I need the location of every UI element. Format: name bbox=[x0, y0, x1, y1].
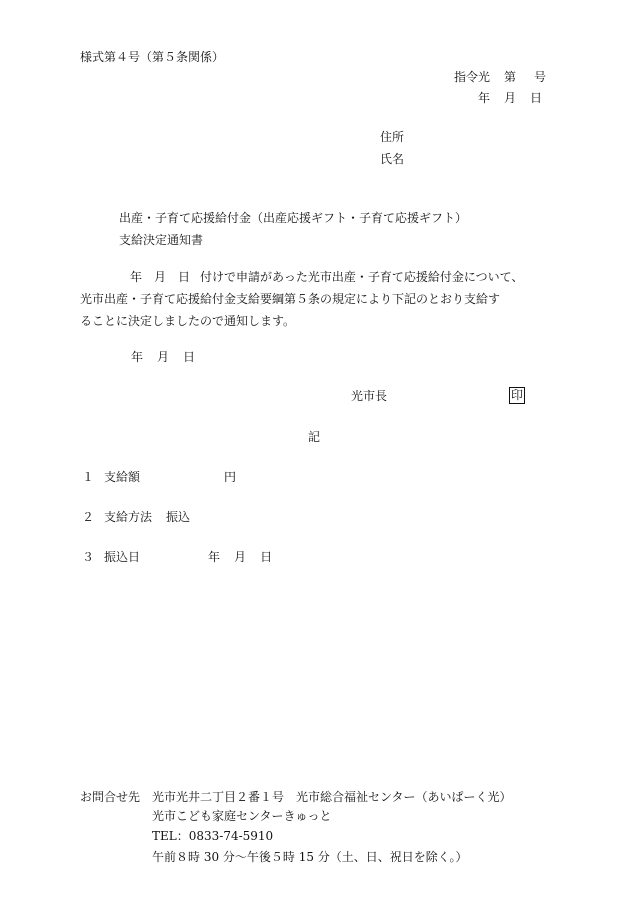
decision-date-day: 日 bbox=[183, 350, 196, 364]
issue-date-year: 年 bbox=[478, 91, 491, 105]
contact-label: お問合せ先 bbox=[80, 790, 141, 804]
doc-number-dai: 第 bbox=[504, 70, 517, 84]
name-label: 氏名 bbox=[380, 152, 405, 166]
item-row-method bbox=[82, 509, 190, 525]
seal-label: 印 bbox=[511, 388, 524, 402]
contact-tel: TEL：0833-74-5910 bbox=[152, 829, 274, 843]
body-paragraph bbox=[80, 266, 523, 332]
decision-date bbox=[131, 349, 195, 365]
issue-date bbox=[478, 90, 542, 106]
document-title-line1: 出産・子育て応援給付金（出産応援ギフト・子育て応援ギフト） bbox=[119, 211, 468, 225]
body-line-1-date: 年 月 日 bbox=[130, 270, 191, 284]
address-label: 住所 bbox=[380, 130, 405, 144]
item-label: 支給額 bbox=[104, 470, 141, 484]
doc-number-label: 指令光 bbox=[454, 70, 491, 84]
item-day: 日 bbox=[260, 550, 273, 564]
item-value: 振込 bbox=[166, 510, 191, 524]
issue-date-month: 月 bbox=[504, 91, 517, 105]
contact-office: 光市こども家庭センターきゅっと bbox=[152, 809, 332, 823]
item-row-amount bbox=[82, 469, 236, 485]
item-label: 振込日 bbox=[104, 550, 141, 564]
body-line-1 bbox=[80, 266, 523, 288]
body-line-3: ることに決定しましたので通知します。 bbox=[80, 314, 296, 328]
item-number: １ bbox=[82, 470, 95, 484]
item-month: 月 bbox=[234, 550, 247, 564]
document-title-line2: 支給決定通知書 bbox=[119, 233, 204, 247]
body-line-1-text: 付けで申請があった光市出産・子育て応援給付金について、 bbox=[200, 270, 524, 284]
contact-address: 光市光井二丁目２番１号 光市総合福祉センター（あいぱーく光） bbox=[152, 790, 512, 804]
item-number: ２ bbox=[82, 510, 95, 524]
contact-hours: 午前８時 30 分～午後５時 15 分（土、日、祝日を除く。） bbox=[152, 850, 468, 864]
item-label: 支給方法 bbox=[104, 510, 153, 524]
signer-title: 光市長 bbox=[351, 389, 388, 403]
item-year: 年 bbox=[208, 550, 221, 564]
document-number bbox=[454, 69, 546, 85]
item-row-transfer-date bbox=[82, 549, 272, 565]
doc-number-go: 号 bbox=[534, 70, 547, 84]
form-number: 様式第４号（第５条関係） bbox=[80, 50, 225, 64]
item-unit: 円 bbox=[224, 470, 237, 484]
issue-date-day: 日 bbox=[530, 91, 543, 105]
body-line-2: 光市出産・子育て応援給付金支給要綱第５条の規定により下記のとおり支給す bbox=[80, 292, 501, 306]
decision-date-year: 年 bbox=[131, 350, 144, 364]
decision-date-month: 月 bbox=[157, 350, 170, 364]
seal-mark bbox=[509, 387, 525, 404]
ki-heading: 記 bbox=[308, 430, 321, 444]
item-number: ３ bbox=[82, 550, 95, 564]
